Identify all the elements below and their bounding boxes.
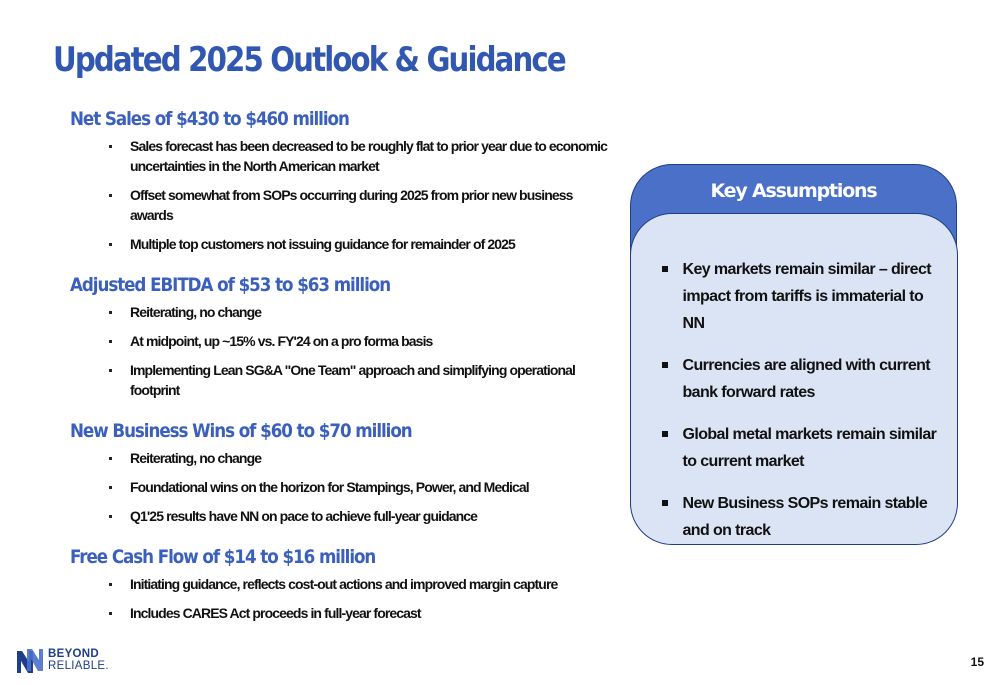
bullet-item: Implementing Lean SG&A "One Team" approach and simplifying operational footprint — [70, 360, 610, 400]
square-bullet-icon — [662, 266, 668, 272]
page-number: 15 — [970, 655, 984, 669]
company-logo — [16, 648, 126, 676]
square-bullet-icon — [662, 500, 668, 506]
assumption-item: Global metal markets remain similar to current market — [683, 421, 939, 475]
bullet-item: At midpoint, up ~15% vs. FY'24 on a pro forma basis — [70, 331, 610, 351]
bullet-item: Reiterating, no change — [70, 302, 610, 322]
bullet-item: Includes CARES Act proceeds in full-year forecast — [70, 603, 610, 623]
assumption-item: Currencies are aligned with current bank forward rates — [683, 352, 939, 406]
bullet-icon — [109, 145, 112, 148]
assumption-item: New Business SOPs remain stable and on track — [683, 490, 939, 544]
nn-logo-icon — [16, 648, 44, 674]
section-heading: Free Cash Flow of $14 to $16 million — [70, 546, 376, 568]
bullet-item: Foundational wins on the horizon for Stampings, Power, and Medical — [70, 477, 610, 497]
section-heading: New Business Wins of $60 to $70 million — [70, 420, 412, 442]
bullet-icon — [109, 583, 112, 586]
bullet-icon — [109, 515, 112, 518]
key-assumptions-panel — [630, 164, 957, 544]
bullet-icon — [109, 369, 112, 372]
section-net-sales — [70, 108, 610, 254]
bullet-icon — [109, 243, 112, 246]
section-heading: Adjusted EBITDA of $53 to $63 million — [70, 274, 391, 296]
bullet-item: Initiating guidance, reflects cost-out actions and improved margin capture — [70, 574, 610, 594]
assumption-item: Key markets remain similar – direct impact from tariffs is immaterial to NN — [683, 256, 939, 337]
logo-line2: RELIABLE. — [48, 660, 109, 672]
bullet-icon — [109, 457, 112, 460]
section-adjusted-ebitda — [70, 274, 610, 400]
bullet-item: Sales forecast has been decreased to be roughly flat to prior year due to economic uncertainties in the North American market — [70, 136, 610, 176]
section-free-cash-flow — [70, 546, 610, 623]
section-heading: Net Sales of $430 to $460 million — [70, 108, 349, 130]
bullet-item: Reiterating, no change — [70, 448, 610, 468]
bullet-item: Q1'25 results have NN on pace to achieve full-year guidance — [70, 506, 610, 526]
section-new-business-wins — [70, 420, 610, 526]
guidance-list — [70, 108, 610, 643]
key-assumptions-body — [630, 213, 958, 545]
bullet-icon — [109, 340, 112, 343]
bullet-icon — [109, 486, 112, 489]
bullet-item: Offset somewhat from SOPs occurring during 2025 from prior new business awards — [70, 185, 610, 225]
bullet-icon — [109, 311, 112, 314]
bullet-item: Multiple top customers not issuing guidance for remainder of 2025 — [70, 234, 610, 254]
logo-line1: BEYOND — [48, 648, 100, 660]
page-title: Updated 2025 Outlook & Guidance — [53, 40, 565, 80]
square-bullet-icon — [662, 431, 668, 437]
bullet-icon — [109, 612, 112, 615]
key-assumptions-heading: Key Assumptions — [710, 180, 877, 202]
bullet-icon — [109, 194, 112, 197]
square-bullet-icon — [662, 362, 668, 368]
